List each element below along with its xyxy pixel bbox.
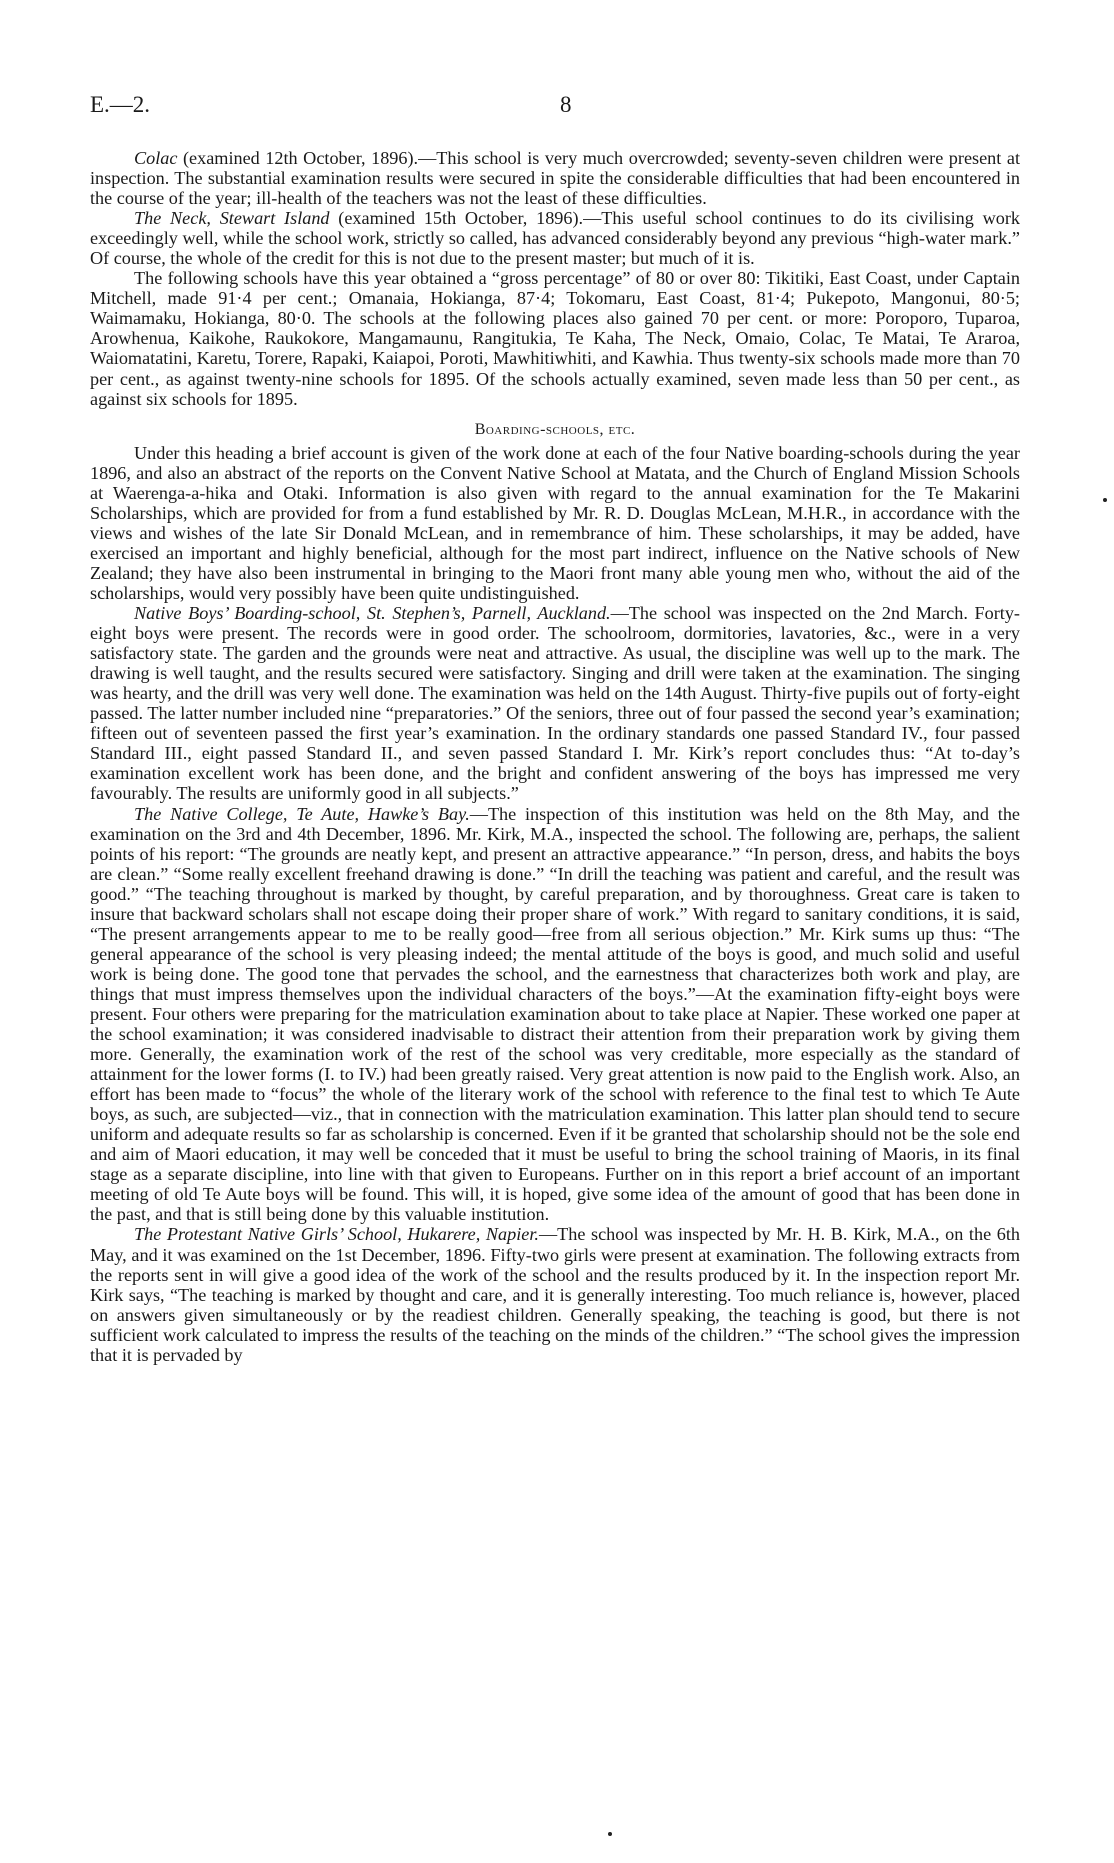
- scan-speck: [1103, 498, 1107, 502]
- paragraph-title: The Native College, Te Aute, Hawke’s Bay.: [134, 803, 470, 824]
- paragraph-title: Native Boys’ Boarding-school, St. Stephen’s, Parnell, Auckland.: [134, 603, 611, 624]
- scan-speck: [608, 1832, 612, 1836]
- paragraph-text: (examined 15th October, 1896).—This useful school continues to do its civilising work exceedingly well, while the school work, strictly so called, has advanced considerably beyond any previous “high-water mark.” Of course, the whole of the credit for this is not due to the present master; but much of it is.: [90, 208, 1020, 269]
- paragraph-st-stephens: [90, 603, 1020, 803]
- paragraph-hukarere: [90, 1224, 1020, 1364]
- paragraph-te-aute: [90, 804, 1020, 1225]
- section-heading: Boarding-schools, etc.: [474, 420, 636, 438]
- paragraph-title: The Neck, Stewart Island: [134, 208, 330, 229]
- paragraph-colac: [90, 148, 1020, 208]
- document-code: E.—2.: [90, 92, 151, 117]
- page-number: 8: [560, 92, 572, 117]
- paragraph-text: —The school was inspected by Mr. H. B. Kirk, M.A., on the 6th May, and it was examined on the 1st December, 1896. Fifty-two girls were present at examination. The following extracts from the reports sent in will give a good idea of the work of the school and the results produced by it. In the inspection report Mr. Kirk says, “The teaching is marked by thought and care, and it is generally interesting. Too much reliance is, however, placed on answers given simultaneously or by the readiest children. Generally speaking, the teaching is good, but there is not sufficient work calculated to impress the results of the teaching on the minds of the children.” “The school gives the impression that it is pervaded by: [90, 1224, 1020, 1365]
- paragraph-text: Under this heading a brief account is given of the work done at each of the four Native boarding-schools during the year 1896, and also an abstract of the reports on the Convent Native School at Matata, and the Church of England Mission Schools at Waerenga-a-hika and Otaki. Information is also given with regard to the annual examination for the Te Makarini Scholarships, which are provided for from a fund established by Mr. R. D. Douglas McLean, M.H.R., in accordance with the views and wishes of the late Sir Donald McLean, and in remembrance of him. These scholarships, it may be added, have exercised an important and highly beneficial, although for the most part indirect, influence on the Native schools of New Zealand; they have also been instrumental in bringing to the Maori front many able young men who, without the aid of the scholarships, would very possibly have been quite undistinguished.: [90, 442, 1020, 603]
- page-header: [90, 92, 1020, 122]
- paragraph-title: The Protestant Native Girls’ School, Hukarere, Napier.: [134, 1224, 539, 1245]
- page-body: [90, 148, 1020, 1365]
- paragraph-boarding-intro: [90, 443, 1020, 603]
- paragraph-text: —The inspection of this institution was held on the 8th May, and the examination on the 3rd and 4th December, 1896. Mr. Kirk, M.A., inspected the school. The following are, perhaps, the salient points of his report: “The grounds are neatly kept, and present an attractive appearance.” “In person, dress, and habits the boys are clean.” “Some really excellent freehand drawing is done.” “In drill the teaching was patient and careful, and the result was good.” “The teaching throughout is marked by thought, by careful preparation, and by thoroughness. Great care is taken to insure that backward scholars shall not escape doing their proper share of work.” With regard to sanitary conditions, it is said, “The present arrangements appear to me to be really good—free from all serious objection.” Mr. Kirk sums up thus: “The general appearance of the school is very pleasing indeed; the mental attitude of the boys is good, and much solid and useful work is being done. The good tone that pervades the school, and the earnestness that characterizes both work and play, are things that must impress themselves upon the individual characters of the boys.”—At the examination fifty-eight boys were present. Four others were preparing for the matriculation examination about to take place at Napier. These worked one paper at the school examination; it was considered inadvisable to distract their attention from their preparation work by giving them more. Generally, the examination work of the rest of the school was very creditable, more especially as the standard of attainment for the lower forms (I. to IV.) had been greatly raised. Very great attention is now paid to the English work. Also, an effort has been made to “focus” the whole of the literary work of the school with reference to the final test to which Te Aute boys, as such, are subjected—viz., that in connection with the matriculation examination. This latter plan should tend to secure uniform and adequate results so far as scholarship is concerned. Even if it be granted that scholarship should not be the sole end and aim of Maori education, it may well be conceded that it must be useful to bring the school training of Maoris, in its final stage as a separate discipline, into line with that given to Europeans. Further on in this report a brief account of an important meeting of old Te Aute boys will be found. This will, it is hoped, give some idea of the amount of good that has been done in the past, and that is still being done by this valuable institution.: [90, 803, 1020, 1225]
- paragraph-text: The following schools have this year obtained a “gross percentage” of 80 or over 80: Tikitiki, East Coast, under Captain Mitchell, made 91·4 per cent.; Omanaia, Hokianga, 87·4; Tokomaru, East Coast, 81·4; Pukepoto, Mangonui, 80·5; Waimamaku, Hokianga, 80·0. The schools at the following places also gained 70 per cent. or more: Poroporo, Tuparoa, Arowhenua, Kaikohe, Raukokore, Mangamaunu, Rangitukia, Te Kaha, The Neck, Omaio, Colac, Te Matai, Te Araroa, Waiomatatini, Karetu, Torere, Rapaki, Kaiapoi, Poroti, Mawhitiwhiti, and Kawhia. Thus twenty-six schools made more than 70 per cent., as against twenty-nine schools for 1895. Of the schools actually examined, seven made less than 50 per cent., as against six schools for 1895.: [90, 268, 1020, 409]
- paragraph-the-neck: [90, 208, 1020, 268]
- paragraph-text: (examined 12th October, 1896).—This school is very much overcrowded; seventy-seven children were present at inspection. The substantial examination results were secured in spite the considerable difficulties that had been encountered in the course of the year; ill-health of the teachers was not the least of these difficulties.: [90, 148, 1020, 209]
- paragraph-text: —The school was inspected on the 2nd March. Forty-eight boys were present. The records were in good order. The schoolroom, dormitories, lavatories, &c., were in a very satisfactory state. The garden and the grounds were neat and attractive. As usual, the discipline was well up to the mark. The drawing is well taught, and the results secured were satisfactory. Singing and drill were taken at the examination. The singing was hearty, and the drill was very well done. The examination was held on the 14th August. Thirty-five pupils out of forty-eight passed. The latter number included nine “preparatories.” Of the seniors, three out of four passed the second year’s examination; fifteen out of seventeen passed the first year’s examination. In the ordinary standards one passed Standard IV., four passed Standard III., eight passed Standard II., and seven passed Standard I. Mr. Kirk’s report concludes thus: “At to-day’s examination excellent work has been done, and the bright and confident answering of the boys has impressed me very favourably. The results are uniformly good in all subjects.”: [90, 603, 1020, 804]
- paragraph-gross-percentage: [90, 268, 1020, 408]
- paragraph-title: Colac: [134, 148, 178, 168]
